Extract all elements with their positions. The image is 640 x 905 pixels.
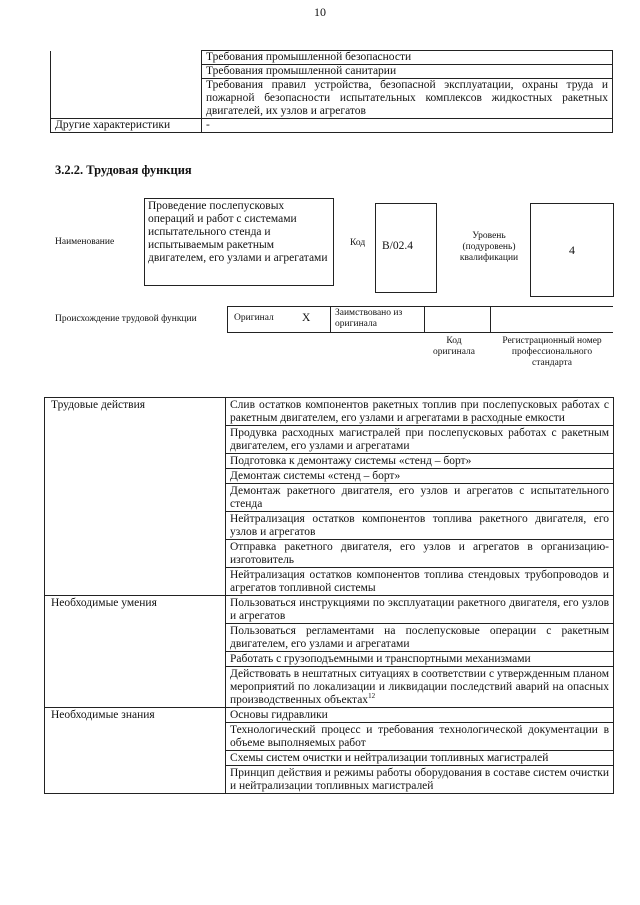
section-title: 3.2.2. Трудовая функция (55, 163, 192, 177)
list-item (226, 624, 614, 652)
top-table (50, 50, 613, 133)
item-text: Демонтаж ракетного двигателя, его узлов и агрегатов с испытательного стенда (230, 485, 609, 510)
table-cell: Другие характеристики (51, 119, 202, 133)
list-item (226, 454, 614, 469)
item-text: Действовать в нештатных ситуациях в соответствии с утвержденным планом мероприятий по локализации и ликвидации последствий аварий на опасных производственных объектах (230, 668, 609, 706)
table-row (51, 51, 613, 65)
function-code: B/02.4 (375, 203, 437, 293)
original-mark: X (302, 312, 311, 324)
table-cell: - (202, 119, 613, 133)
footnote-mark: 12 (368, 692, 376, 701)
item-text: Принцип действия и режимы работы оборудования в составе систем очистки и нейтрализации топливных магистралей (230, 767, 609, 792)
list-item (226, 751, 614, 766)
row-header: Трудовые действия (45, 398, 226, 596)
list-item (226, 398, 614, 426)
divider (330, 307, 331, 332)
item-text: Схемы систем очистки и нейтрализации топливных магистралей (230, 752, 549, 764)
list-item (226, 708, 614, 723)
item-text: Пользоваться регламентами на послепусковые операции с ракетным двигателем, его узлами и агрегатами (230, 625, 609, 650)
main-table (44, 397, 614, 794)
list-item (226, 766, 614, 794)
item-text: Нейтрализация остатков компонентов топлива ракетного двигателя, его узлов и агрегатов (230, 513, 609, 538)
borrowed-label: Заимствовано из оригинала (335, 308, 403, 329)
page-number: 10 (314, 5, 326, 19)
item-text: Подготовка к демонтажу системы «стенд – борт» (230, 455, 472, 467)
item-text: Продувка расходных магистралей при послепусковых работах с ракетным двигателем, его узлами и агрегатами (230, 427, 609, 452)
function-name: Проведение послепусковых операций и работ с системами испытательного стенда и испытываемым ракетным двигателем, его узлами и агрегатами (144, 198, 334, 286)
list-item (226, 540, 614, 568)
table-cell (51, 51, 202, 119)
original-label: Оригинал (234, 313, 274, 323)
list-item (226, 568, 614, 596)
name-label: Наименование (55, 237, 115, 247)
item-text: Слив остатков компонентов ракетных топлив при послепусковых работах с ракетным двигателем, его узлами и агрегатами в расходные емкости (230, 399, 609, 424)
table-row (45, 398, 614, 426)
list-item (226, 652, 614, 667)
item-text: Работать с грузоподъемными и транспортными механизмами (230, 653, 531, 665)
row-header: Необходимые знания (45, 708, 226, 794)
row-header: Необходимые умения (45, 596, 226, 708)
list-item (226, 426, 614, 454)
origin-table (227, 306, 613, 333)
code-original-caption: Код оригинала (433, 336, 475, 357)
table-cell: Требования промышленной санитарии (202, 65, 613, 79)
item-text: Демонтаж системы «стенд – борт» (230, 470, 401, 482)
table-row (51, 119, 613, 133)
origin-label: Происхождение трудовой функции (55, 314, 197, 324)
table-row (45, 708, 614, 723)
level-value: 4 (530, 203, 614, 297)
table-cell: Требования правил устройства, безопасной эксплуатации, охраны труда и пожарной безопасности испытательных комплексов жидкостных ракетных двигателей, их узлов и агрегатов (202, 79, 613, 119)
divider (424, 307, 425, 332)
divider (490, 307, 491, 332)
level-label: Уровень (подуровень) квалификации (459, 231, 519, 263)
item-text: Технологический процесс и требования технологической документации в объеме выполняемых работ (230, 724, 609, 749)
list-item (226, 512, 614, 540)
code-label: Код (350, 238, 366, 248)
list-item (226, 469, 614, 484)
table-row (45, 596, 614, 624)
list-item (226, 667, 614, 708)
item-text: Отправка ракетного двигателя, его узлов и агрегатов в организацию-изготовитель (230, 541, 609, 566)
reg-number-caption: Регистрационный номер профессионального стандарта (502, 336, 602, 368)
list-item (226, 723, 614, 751)
table-cell: Требования промышленной безопасности (202, 51, 613, 65)
item-text: Нейтрализация остатков компонентов топлива стендовых трубопроводов и агрегатов топливной системы (230, 569, 609, 594)
list-item (226, 596, 614, 624)
item-text: Пользоваться инструкциями по эксплуатации ракетного двигателя, его узлов и агрегатов (230, 597, 609, 622)
list-item (226, 484, 614, 512)
item-text: Основы гидравлики (230, 709, 328, 721)
